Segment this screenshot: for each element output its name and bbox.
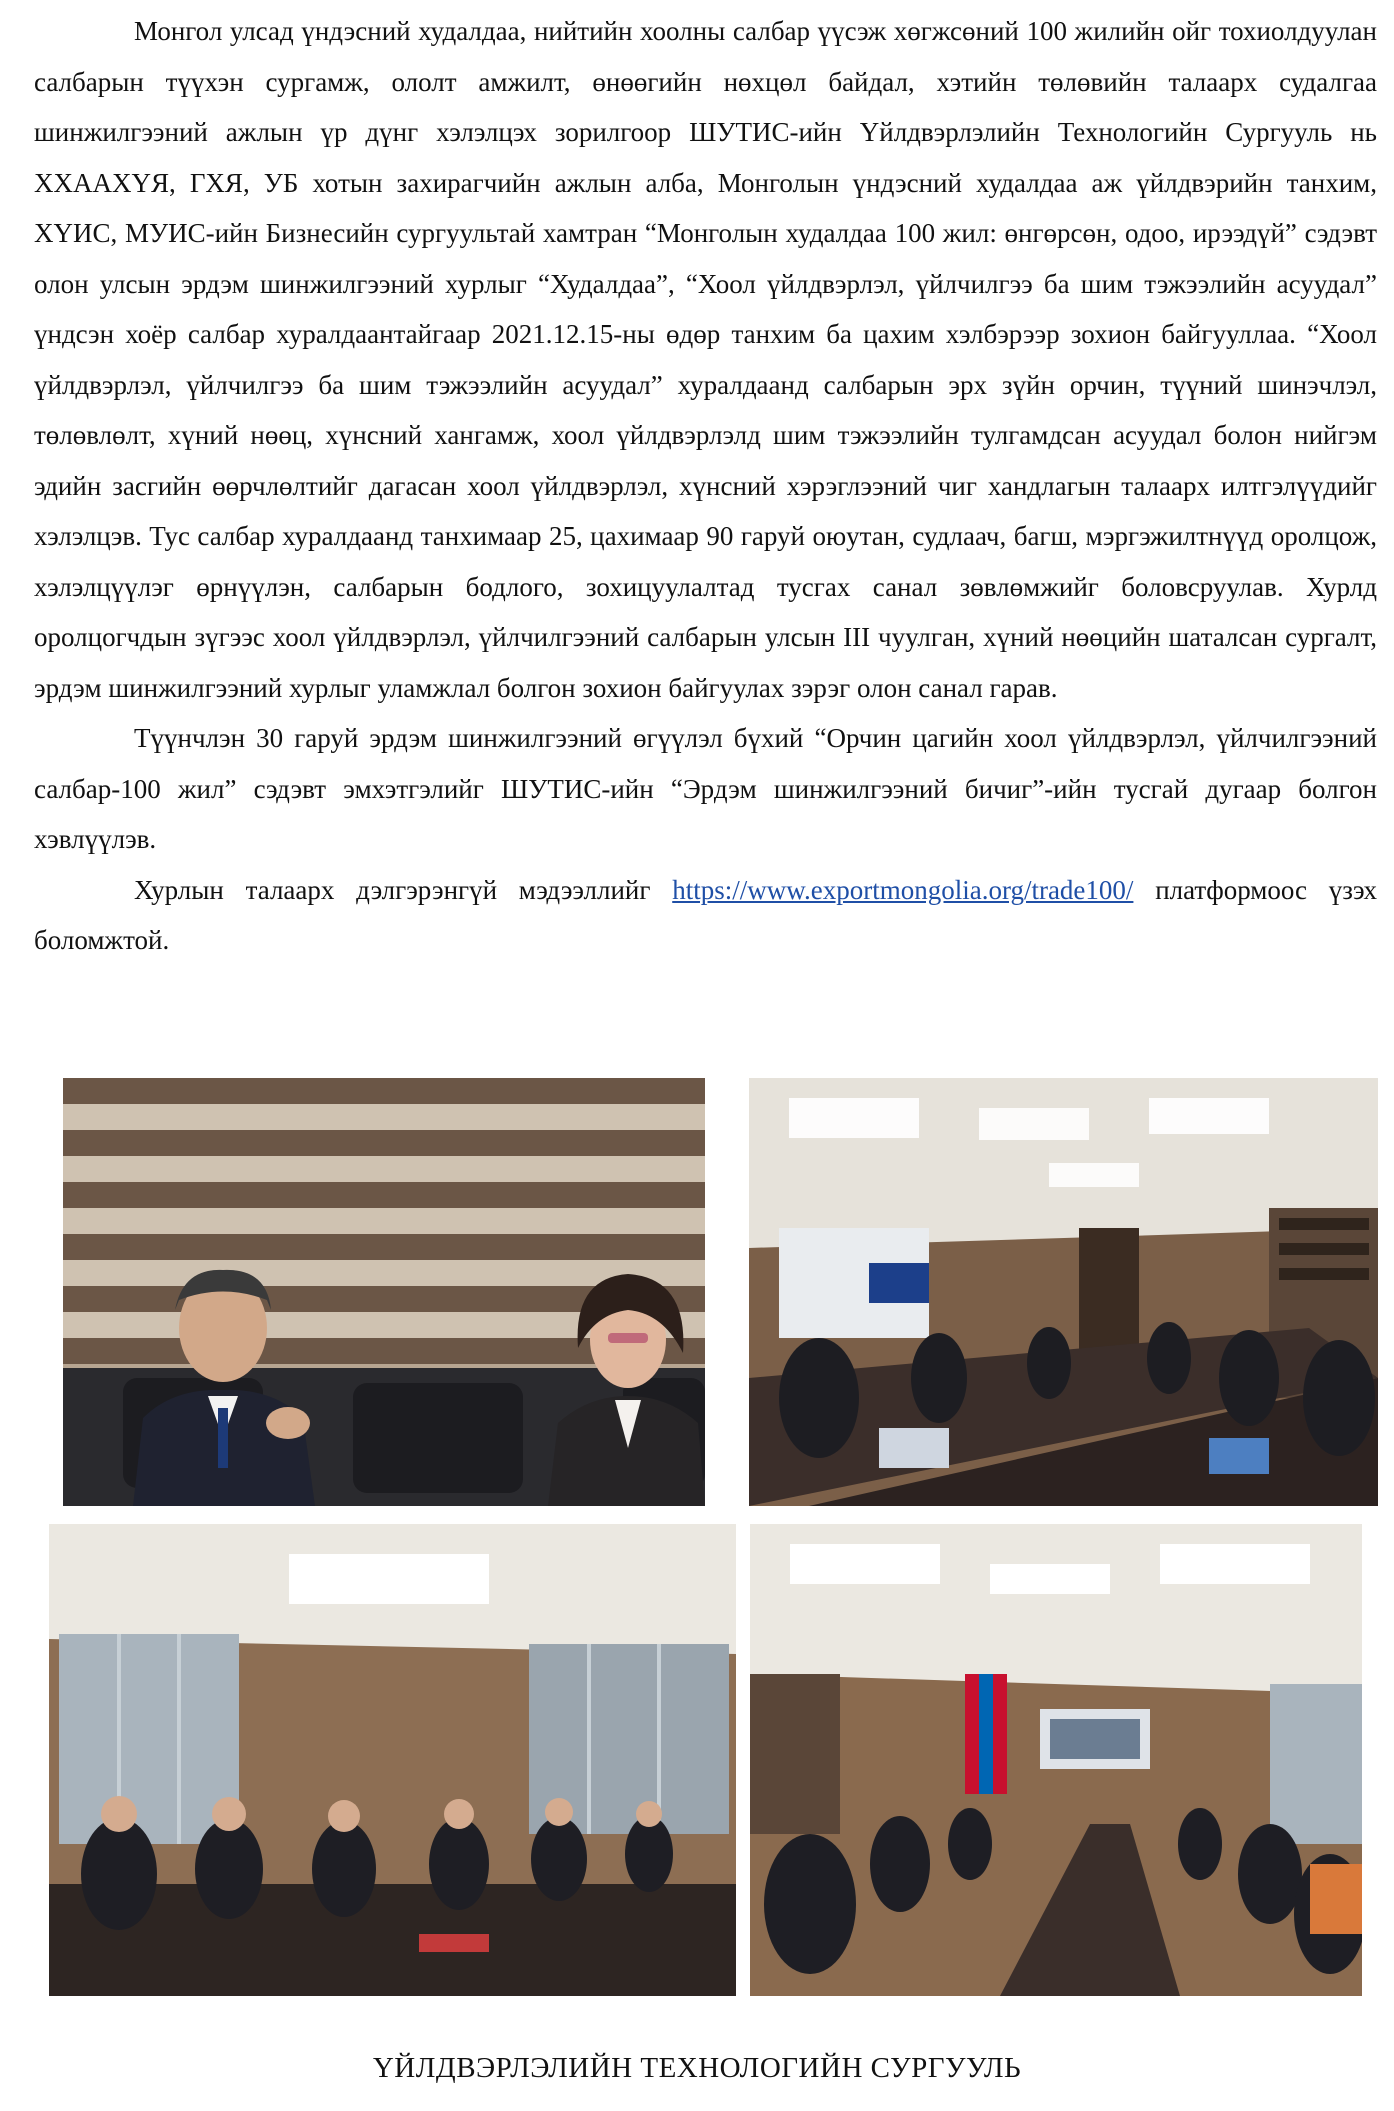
more-info-text: Хурлын талаарх дэлгэрэнгүй мэдээллийг — [134, 874, 651, 905]
more-info-suffix: платформоос үзэх боломжтой. — [34, 874, 1378, 955]
participants-seated-at-table-photo — [49, 1524, 736, 1996]
article-body — [34, 6, 1377, 966]
paragraph-publication: Түүнчлэн 30 гаруй эрдэм шинжилгээний өгүүлэл бүхий “Орчин цагийн хоол үйлдвэрлэл, үйлчилгээний салбар-100 жил” сэдэвт эмхэтгэлийг ШУТИС-ийн “Эрдэм шинжилгээний бичиг”-ийн тусгай дугаар болгон хэвлүүлэв. — [34, 723, 1377, 854]
paragraph-conference-summary: Монгол улсад үндэсний худалдаа, нийтийн хоолны салбар үүсэж хөгжсөний 100 жилийн ойг тохиолдуулан салбарын түүхэн сургамж, ололт амжилт, өнөөгийн нөхцөл байдал, хэтийн төлөвийн талаарх судалгаа шинжилгээний ажлын үр дүнг хэлэлцэх зорилгоор ШУТИС-ийн Үйлдвэрлэлийн Технологийн Сургууль нь ХХААХҮЯ, ГХЯ, УБ хотын захирагчийн ажлын алба, Монголын үндэсний худалдаа аж үйлдвэрийн танхим, ХҮИС, МУИС-ийн Бизнесийн сургуультай хамтран “Монголын худалдаа 100 жил: өнгөрсөн, одоо, ирээдүй” сэдэвт олон улсын эрдэм шинжилгээний хурлыг “Худалдаа”, “Хоол үйлдвэрлэл, үйлчилгээ ба шим тэжээлийн асуудал” үндсэн хоёр салбар хуралдаантайгаар 2021.12.15-ны өдөр танхим ба цахим хэлбэрээр зохион байгууллаа. “Хоол үйлдвэрлэл, үйлчилгээ ба шим тэжээлийн асуудал” хуралдаанд салбарын эрх зүйн орчин, түүний шинэчлэл, төлөвлөлт, хүний нөөц, хүнсний хангамж, хоол үйлдвэрлэлд шим тэжээлийн тулгамдсан асуудал болон нийгэм эдийн засгийн өөрчлөлтийг дагасан хоол үйлдвэрлэл, хүнсний хэрэглээний чиг хандлагын талаарх илтгэлүүдийг хэлэлцэв. Тус салбар хуралдаанд танхимаар 25, цахимаар 90 гаруй оюутан, судлаач, багш, мэргэжилтнүүд оролцож, хэлэлцүүлэг өрнүүлэн, салбарын бодлого, зохицуулалтад тусгах санал зөвлөмжийг боловсруулав. Хурлд оролцогчдын зүгээс хоол үйлдвэрлэл, үйлчилгээний салбарын улсын III чуулган, хүний нөөцийн шаталсан сургалт, эрдэм шинжилгээний хурлыг уламжлал болгон зохион байгуулах зэрэг олон санал гарав. — [34, 16, 1377, 703]
conference-room-with-mongolian-flag-photo — [750, 1524, 1362, 1996]
paragraph-more-info — [34, 865, 1377, 966]
school-name-footer: ҮЙЛДВЭРЛЭЛИЙН ТЕХНОЛОГИЙН СУРГУУЛЬ — [372, 2052, 1022, 2084]
conference-room-with-projector-screen-photo — [749, 1078, 1378, 1506]
elderly-man-and-woman-at-conference-table-photo — [63, 1078, 705, 1506]
trade100-link[interactable]: https://www.exportmongolia.org/trade100/ — [672, 874, 1134, 905]
